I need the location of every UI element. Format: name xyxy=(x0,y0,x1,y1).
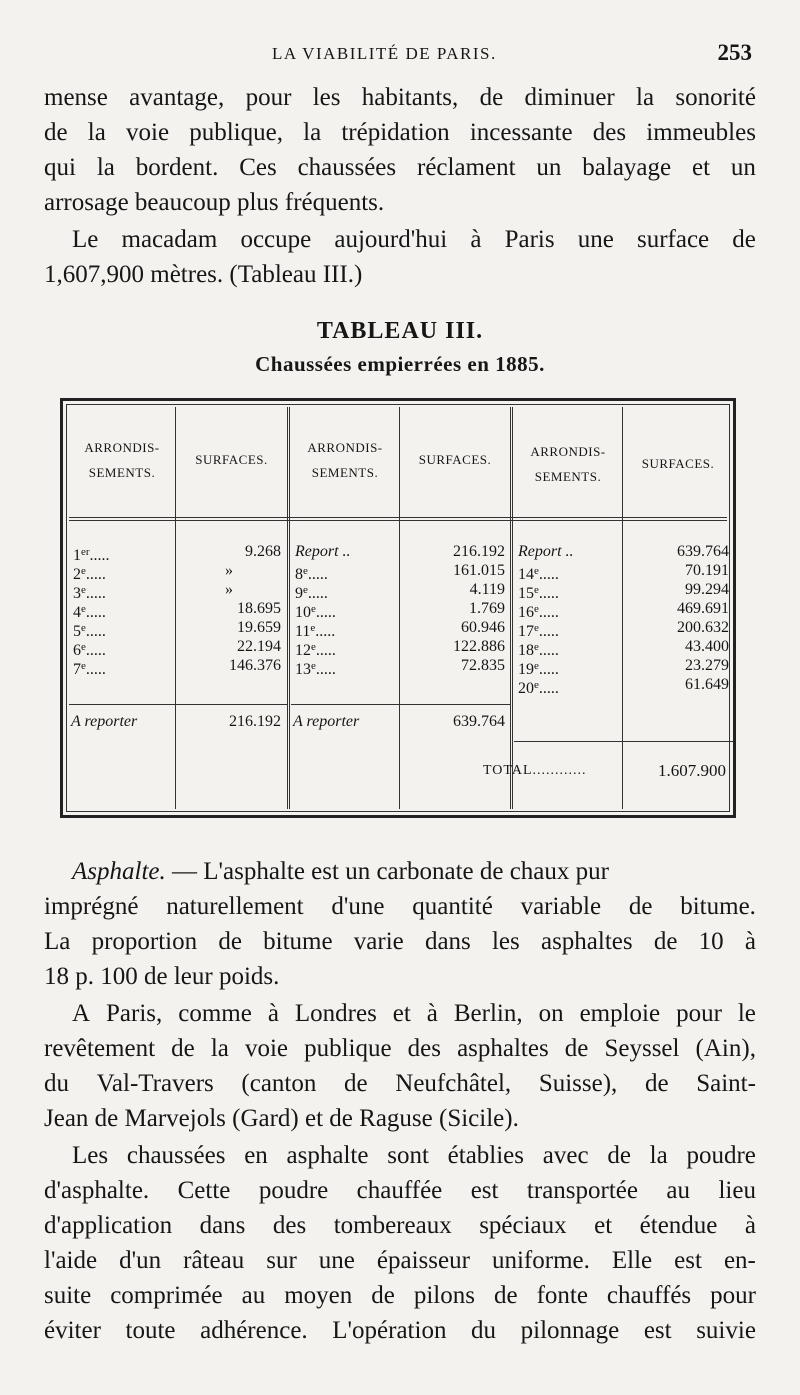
text-line xyxy=(44,115,756,150)
text-line xyxy=(44,1138,756,1173)
word: (Ain), xyxy=(695,1035,756,1062)
word: de xyxy=(653,928,678,955)
word: 10 xyxy=(698,928,724,955)
text-span: — L'asphalte est un carbonate de chaux pur xyxy=(165,858,609,885)
word: à xyxy=(426,1000,438,1027)
header-rule xyxy=(69,517,727,518)
word: A xyxy=(72,1000,91,1027)
word: Elle xyxy=(611,1247,653,1274)
word: chaussées xyxy=(126,1142,226,1169)
word: publique, xyxy=(189,119,283,146)
paragraph-asphalte xyxy=(44,854,756,994)
text-line xyxy=(44,1243,756,1278)
word: de xyxy=(479,84,504,111)
word: (canton xyxy=(241,1070,317,1097)
surface-value-cell: 9.268 xyxy=(245,543,281,560)
word: est xyxy=(643,1317,672,1344)
header-surfaces: SURFACES. xyxy=(641,456,715,471)
word: des xyxy=(407,1035,441,1062)
word: transportée xyxy=(526,1177,638,1204)
arrondissement-cell: Report .. xyxy=(295,543,351,560)
arrondissement-cell: 15e..... xyxy=(518,584,559,602)
word: à xyxy=(744,1212,756,1239)
surface-value-cell: 18.695 xyxy=(237,600,281,617)
text-line xyxy=(44,1031,756,1066)
word: L'opération xyxy=(332,1317,447,1344)
word: asphalte xyxy=(286,1142,369,1169)
word: lieu xyxy=(718,1177,756,1204)
surface-value-cell: 216.192 xyxy=(453,543,505,560)
surfaces-table xyxy=(60,398,736,818)
arrondissement-cell: 6e..... xyxy=(73,641,106,659)
word: bordent. xyxy=(135,154,219,181)
word: une xyxy=(318,1247,355,1274)
word: Cette xyxy=(177,1177,231,1204)
word: chaussées xyxy=(297,154,397,181)
surface-value-cell: 200.632 xyxy=(677,619,729,636)
surface-value-cell: 469.691 xyxy=(677,600,729,617)
header-rule xyxy=(69,520,727,521)
word: revêtement xyxy=(44,1035,156,1062)
surface-value-cell: 146.376 xyxy=(229,657,281,674)
word: étendue xyxy=(639,1212,718,1239)
word: Seyssel xyxy=(604,1035,680,1062)
reporter-value: 639.764 xyxy=(453,713,505,730)
word: de xyxy=(607,1142,631,1169)
header-line: ARRONDIS- xyxy=(530,444,606,459)
text-line xyxy=(44,1173,756,1208)
word: la xyxy=(636,84,655,111)
word: avec xyxy=(542,1142,589,1169)
header-line: SEMENTS. xyxy=(311,465,379,480)
word: épaisseur xyxy=(376,1247,470,1274)
word: asphaltes xyxy=(540,928,633,955)
text-line xyxy=(44,80,756,115)
word: et xyxy=(691,154,711,181)
word: au xyxy=(241,1282,266,1309)
word: aujourd'hui xyxy=(334,226,448,253)
word: Le xyxy=(72,226,99,253)
word: de xyxy=(493,1282,518,1309)
arrondissement-cell: 10e..... xyxy=(295,603,336,621)
surface-value-cell: 70.191 xyxy=(685,562,729,579)
word: suite xyxy=(44,1282,92,1309)
text-line xyxy=(44,1313,756,1348)
text-line xyxy=(44,854,756,889)
word: quantité xyxy=(412,893,493,920)
word: de xyxy=(628,893,653,920)
arrondissement-cell: 8e..... xyxy=(295,565,328,583)
word: Paris xyxy=(504,226,555,253)
word: est xyxy=(674,1247,702,1274)
word: Les xyxy=(72,1142,109,1169)
word: balayage xyxy=(582,154,672,181)
word: pilonnage xyxy=(520,1317,620,1344)
word: asphaltes xyxy=(457,1035,549,1062)
surface-value-cell: 19.659 xyxy=(237,619,281,636)
word: imprégné xyxy=(44,893,139,920)
word: est xyxy=(470,1177,499,1204)
total-rule xyxy=(514,741,733,742)
word: de xyxy=(344,1070,368,1097)
word: avantage, xyxy=(129,84,225,111)
word: une xyxy=(577,226,614,253)
word: Val-Travers xyxy=(96,1070,214,1097)
word: la xyxy=(303,119,322,146)
word: d'un xyxy=(119,1247,162,1274)
word: fonte xyxy=(536,1282,588,1309)
word: moyen xyxy=(284,1282,353,1309)
word: pour xyxy=(710,1282,756,1309)
word: des xyxy=(272,1212,307,1239)
word: et xyxy=(392,1000,411,1027)
word: d'asphalte. xyxy=(44,1177,150,1204)
word: de xyxy=(171,1035,195,1062)
word: d'une xyxy=(331,893,385,920)
arrondissement-cell: 17e..... xyxy=(518,622,559,640)
header-line: SEMENTS. xyxy=(534,469,602,484)
word: pilons xyxy=(413,1282,475,1309)
word: poudre xyxy=(258,1177,329,1204)
word: le xyxy=(737,1000,756,1027)
word: l'aide xyxy=(44,1247,98,1274)
surface-value-cell: » xyxy=(225,562,233,579)
word: et xyxy=(594,1212,613,1239)
word: à xyxy=(744,928,756,955)
arrondissement-cell: 18e..... xyxy=(518,641,559,659)
subtotal-rule xyxy=(69,704,287,705)
table-subtitle: Chaussées empierrées en 1885. xyxy=(255,352,545,376)
surface-value-cell: 122.886 xyxy=(453,638,505,655)
surface-value-cell: 99.294 xyxy=(685,581,729,598)
paragraph-chaussees xyxy=(44,1138,756,1348)
surface-value-cell: 72.835 xyxy=(461,657,505,674)
arrondissement-cell: 11e..... xyxy=(295,622,336,640)
word: La xyxy=(44,928,71,955)
word: comme xyxy=(178,1000,252,1027)
word: de xyxy=(218,928,242,955)
arrondissement-cell: 12e..... xyxy=(295,641,336,659)
surface-value-cell: 1.769 xyxy=(469,600,505,617)
asphalte-lead: Asphalte. xyxy=(72,858,166,885)
word: au xyxy=(666,1177,691,1204)
word: toute xyxy=(125,1317,176,1344)
arrondissement-cell: 14e..... xyxy=(518,565,559,583)
word: Ces xyxy=(239,154,277,181)
word: habitants, xyxy=(361,84,459,111)
word: surface xyxy=(636,226,710,253)
arrondissement-cell: 16e..... xyxy=(518,603,559,621)
word: la xyxy=(87,119,106,146)
word: uniforme. xyxy=(491,1247,590,1274)
surface-value-cell: 43.400 xyxy=(685,638,729,655)
word: Saint- xyxy=(696,1070,756,1097)
word: poudre xyxy=(686,1142,756,1169)
paragraph-paris xyxy=(44,996,756,1136)
word: variable xyxy=(520,893,602,920)
word: bitume xyxy=(263,928,333,955)
word: pour xyxy=(245,84,292,111)
surface-value-cell: 23.279 xyxy=(685,657,729,674)
arrondissement-cell: 1er..... xyxy=(73,546,110,564)
word: trépidation xyxy=(341,119,450,146)
word: incessante xyxy=(469,119,573,146)
surface-value-cell: 61.649 xyxy=(685,676,729,693)
word: emploie xyxy=(579,1000,661,1027)
word: des xyxy=(592,119,627,146)
word: les xyxy=(491,928,520,955)
surface-value-cell: 161.015 xyxy=(453,562,505,579)
word: pour xyxy=(676,1000,722,1027)
arrondissement-cell: 7e..... xyxy=(73,660,106,678)
header-arrondissements xyxy=(291,435,399,485)
word: dans xyxy=(199,1212,246,1239)
arrondissement-cell: 4e..... xyxy=(73,603,106,621)
text-line xyxy=(44,1278,756,1313)
word: Londres xyxy=(294,1000,377,1027)
word: publique xyxy=(304,1035,392,1062)
word: diminuer xyxy=(524,84,615,111)
header-line: ARRONDIS- xyxy=(84,440,160,455)
word: naturellement xyxy=(166,893,304,920)
word: à xyxy=(470,226,482,253)
word: de xyxy=(732,226,756,253)
total-value: 1.607.900 xyxy=(658,761,726,780)
word: établies xyxy=(447,1142,525,1169)
surface-value-cell: » xyxy=(225,581,233,598)
word: en- xyxy=(723,1247,756,1274)
word: éviter xyxy=(44,1317,101,1344)
header-line: SEMENTS. xyxy=(88,465,156,480)
word: mense xyxy=(44,84,108,111)
text-line xyxy=(44,222,756,257)
reporter-value: 216.192 xyxy=(229,713,281,730)
word: suivie xyxy=(696,1317,756,1344)
word: à xyxy=(267,1000,279,1027)
word: bitume. xyxy=(680,893,756,920)
word: sonorité xyxy=(675,84,756,111)
word: sont xyxy=(387,1142,429,1169)
text-line xyxy=(44,924,756,959)
word: dans xyxy=(424,928,471,955)
word: immeubles xyxy=(646,119,756,146)
text-line xyxy=(44,996,756,1031)
word: voie xyxy=(244,1035,288,1062)
word: Neufchâtel, xyxy=(395,1070,512,1097)
page-number: 253 xyxy=(717,40,752,65)
word: un xyxy=(730,154,756,181)
word: tombereaux xyxy=(333,1212,452,1239)
word: les xyxy=(312,84,341,111)
reporter-label: A reporter xyxy=(293,713,360,730)
text-line: 1,607,900 mètres. (Tableau III.) xyxy=(44,261,363,288)
word: un xyxy=(536,154,562,181)
word: de xyxy=(644,1070,669,1097)
subtotal-rule xyxy=(291,704,510,705)
paragraph-macadam xyxy=(44,222,756,292)
header-line: ARRONDIS- xyxy=(307,440,383,455)
arrondissement-cell: 20e..... xyxy=(518,679,559,697)
word: chauffée xyxy=(356,1177,443,1204)
header-arrondissements xyxy=(514,439,622,489)
page-header xyxy=(0,40,800,80)
word: d'application xyxy=(44,1212,173,1239)
text-line xyxy=(44,1066,756,1101)
word: proportion xyxy=(91,928,198,955)
header-arrondissements xyxy=(69,435,175,485)
surface-value-cell: 4.119 xyxy=(469,581,505,598)
word: varie xyxy=(353,928,404,955)
word: râteau xyxy=(183,1247,245,1274)
word: macadam xyxy=(121,226,218,253)
text-line: 18 p. 100 de leur poids. xyxy=(44,963,280,990)
word: du xyxy=(471,1317,497,1344)
arrondissement-cell: 3e..... xyxy=(73,584,106,602)
word: en xyxy=(244,1142,268,1169)
arrondissement-cell: 13e..... xyxy=(295,660,336,678)
table-title: TABLEAU III. xyxy=(316,318,484,344)
text-line: Jean de Marvejols (Gard) et de Raguse (Sicile). xyxy=(44,1105,519,1132)
arrondissement-cell: 5e..... xyxy=(73,622,106,640)
word: de xyxy=(371,1282,395,1309)
word: la xyxy=(210,1035,229,1062)
text-line xyxy=(44,1208,756,1243)
surface-value-cell: 22.194 xyxy=(237,638,281,655)
word: chauffés xyxy=(606,1282,692,1309)
arrondissement-cell: 2e..... xyxy=(73,565,106,583)
word: réclament xyxy=(417,154,516,181)
header-surfaces: SURFACES. xyxy=(418,452,492,467)
word: adhérence. xyxy=(200,1317,308,1344)
word: sur xyxy=(266,1247,297,1274)
word: qui xyxy=(44,154,76,181)
word: la xyxy=(649,1142,668,1169)
word: occupe xyxy=(240,226,312,253)
word: Berlin, xyxy=(453,1000,523,1027)
header-surfaces: SURFACES. xyxy=(195,452,268,467)
paragraph-top xyxy=(44,80,756,220)
arrondissement-cell: 9e..... xyxy=(295,584,328,602)
word: comprimée xyxy=(110,1282,223,1309)
word: la xyxy=(96,154,115,181)
word: Suisse), xyxy=(538,1070,618,1097)
word: spéciaux xyxy=(479,1212,567,1239)
word: de xyxy=(564,1035,589,1062)
text-line: arrosage beaucoup plus fréquents. xyxy=(44,189,385,216)
word: Paris, xyxy=(106,1000,163,1027)
arrondissement-cell: 19e..... xyxy=(518,660,559,678)
word: du xyxy=(44,1070,69,1097)
surface-value-cell: 639.764 xyxy=(677,543,729,560)
reporter-label: A reporter xyxy=(71,713,138,730)
surface-value-cell: 60.946 xyxy=(461,619,505,636)
running-title: LA VIABILITÉ DE PARIS. xyxy=(272,44,497,63)
word: de xyxy=(44,119,68,146)
text-line xyxy=(44,889,756,924)
word: voie xyxy=(126,119,170,146)
arrondissement-cell: Report .. xyxy=(518,543,574,560)
text-line xyxy=(44,150,756,185)
total-label: TOTAL............ xyxy=(483,763,587,778)
word: on xyxy=(538,1000,564,1027)
